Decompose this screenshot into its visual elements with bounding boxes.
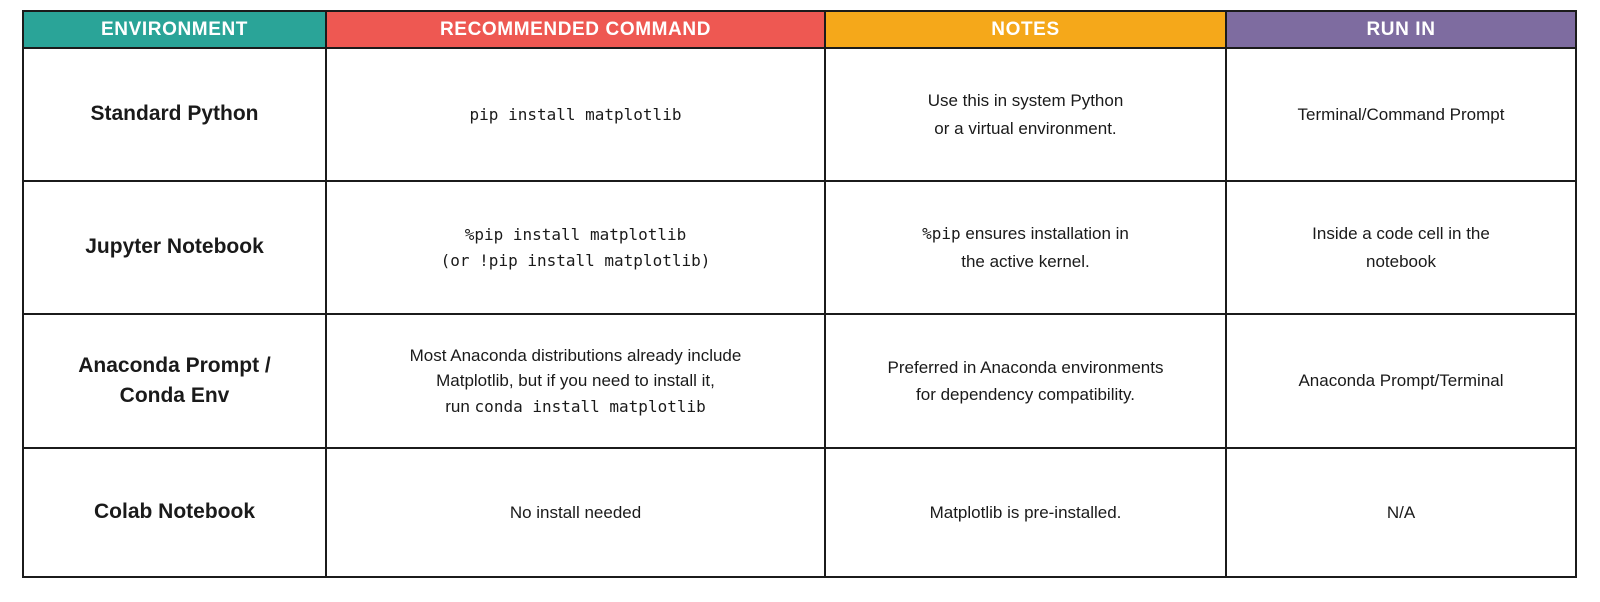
notes-code-fragment: %pip — [922, 224, 961, 244]
notes-cell-anaconda — [826, 315, 1227, 449]
run-in-label: Terminal/Command Prompt — [1297, 104, 1505, 124]
header-recommended-command-label: RECOMMENDED COMMAND — [439, 18, 712, 40]
env-label: Colab Notebook — [94, 500, 255, 524]
command-line: Most Anaconda distributions already include — [409, 345, 742, 365]
run-in-label: Anaconda Prompt/Terminal — [1298, 371, 1504, 391]
command-cell-jupyter-notebook — [327, 182, 826, 315]
command-text: No install needed — [509, 502, 642, 522]
run-in-cell-standard-python — [1227, 49, 1575, 182]
header-run-in-label: RUN IN — [1366, 18, 1436, 40]
run-in-line: notebook — [1366, 251, 1436, 271]
command-cell-colab-notebook — [327, 449, 826, 576]
notes-line: ensures installation in — [965, 224, 1129, 244]
header-environment — [24, 12, 327, 49]
command-code: pip install matplotlib — [469, 104, 682, 124]
command-line-prefix: run — [445, 396, 470, 416]
env-label-line: Anaconda Prompt / — [78, 353, 271, 377]
env-cell-jupyter-notebook — [24, 182, 327, 315]
notes-cell-colab-notebook — [826, 449, 1227, 576]
notes-line: or a virtual environment. — [934, 118, 1117, 138]
env-cell-standard-python — [24, 49, 327, 182]
command-code-line: %pip install matplotlib — [464, 224, 687, 244]
run-in-cell-anaconda — [1227, 315, 1575, 449]
command-code-line: (or !pip install matplotlib) — [440, 250, 711, 270]
notes-line: for dependency compatibility. — [916, 385, 1135, 404]
header-recommended-command — [327, 12, 826, 49]
env-label: Standard Python — [90, 102, 259, 126]
env-cell-anaconda — [24, 315, 327, 449]
env-cell-colab-notebook — [24, 449, 327, 576]
env-label-line: Conda Env — [119, 384, 230, 407]
header-notes — [826, 12, 1227, 49]
notes-line: the active kernel. — [961, 251, 1090, 271]
command-line: Matplotlib, but if you need to install it, — [436, 371, 715, 391]
table-grid — [24, 12, 1575, 576]
notes-line: Matplotlib is pre-installed. — [929, 502, 1122, 522]
header-notes-label: NOTES — [991, 18, 1060, 40]
env-label: Jupyter Notebook — [85, 235, 264, 259]
header-environment-label: ENVIRONMENT — [101, 18, 248, 40]
notes-cell-jupyter-notebook — [826, 182, 1227, 315]
run-in-cell-jupyter-notebook — [1227, 182, 1575, 315]
header-run-in — [1227, 12, 1575, 49]
notes-line: Preferred in Anaconda environments — [887, 357, 1164, 377]
notes-line: Use this in system Python — [927, 91, 1124, 111]
notes-cell-standard-python — [826, 49, 1227, 182]
run-in-cell-colab-notebook — [1227, 449, 1575, 576]
command-code: conda install matplotlib — [474, 396, 706, 416]
command-cell-anaconda — [327, 315, 826, 449]
command-cell-standard-python — [327, 49, 826, 182]
run-in-label: N/A — [1386, 502, 1416, 522]
environment-command-table — [22, 10, 1577, 578]
run-in-line: Inside a code cell in the — [1312, 224, 1490, 244]
